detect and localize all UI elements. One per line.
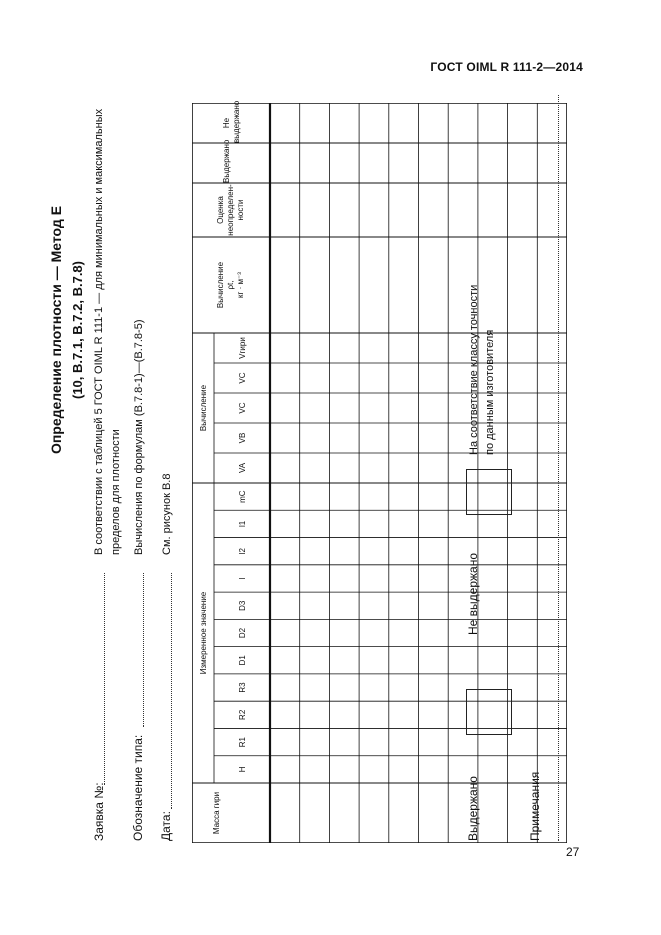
type-designation-dotted-line	[143, 573, 144, 727]
conformity-text-line1: На соответствие классу точности	[468, 284, 480, 455]
header-calc-group: Вычисление	[199, 384, 208, 432]
header-measured-col: D2	[238, 627, 247, 639]
standard-code: ГОСТ OIML R 111-2—2014	[430, 60, 583, 74]
not-passed-checkbox[interactable]	[466, 469, 512, 515]
header-measured-col: D3	[238, 600, 247, 611]
header-calc-col: VC	[238, 402, 247, 414]
header-measured-group: Измеренное значение	[199, 591, 208, 675]
application-label: Заявка №:	[92, 782, 106, 841]
not-passed-label: Не выдержано	[466, 552, 480, 635]
header-measured-col: l	[238, 577, 247, 580]
header-measured-col: D1	[238, 655, 247, 666]
passed-checkbox[interactable]	[466, 689, 512, 735]
header-density-symbol: ρt,	[226, 280, 235, 290]
header-uncertainty: Оценка неопределен-ности	[216, 184, 245, 236]
header-calc-col: VA	[238, 462, 247, 474]
header-measured-col: mC	[238, 490, 247, 503]
type-designation-label: Обозначение типа:	[131, 734, 145, 841]
notes-label: Примечания	[528, 771, 542, 841]
header-measured-col: l2	[238, 548, 247, 555]
application-text-line1: В соответствии с таблицей 5 ГОСТ OIML R 111-1 — для минимальных и максимальных	[93, 108, 105, 555]
header-pass: Выдержано	[222, 139, 231, 183]
header-measured-col: Н	[238, 766, 247, 773]
header-density	[216, 237, 246, 333]
date-label: Дата:	[159, 811, 173, 841]
type-designation-text: Вычисления по формулам (В.7.8-1)—(В.7.8-5)	[133, 319, 145, 555]
conformity-text-line2: по данным изготовителя	[484, 329, 496, 455]
date-text: См. рисунок В.8	[161, 473, 173, 555]
page-title: Определение плотности — Метод Е	[48, 205, 64, 455]
header-measured-col: R3	[238, 682, 247, 693]
header-fail: Не выдержано	[222, 100, 241, 143]
header-calc-col: Vгири	[238, 337, 247, 359]
header-density-unit: кг · м⁻³	[236, 272, 245, 298]
page-number: 27	[566, 845, 580, 859]
page-subtitle: (10, В.7.1, В.7.2, В.7.8)	[70, 261, 85, 400]
header-measured-col: R1	[238, 736, 247, 748]
notes-dotted-line-1	[558, 95, 559, 841]
header-calc-col: VC	[238, 372, 247, 384]
application-dotted-line	[104, 573, 105, 785]
header-mass: Масса гири	[212, 791, 221, 835]
application-text-line2: пределов для плотности	[110, 429, 122, 555]
header-density-label: Вычисление	[216, 261, 225, 309]
header-calc-col: VB	[238, 432, 247, 444]
header-measured-col: R2	[238, 709, 247, 720]
date-dotted-line	[171, 573, 172, 809]
header-measured-col: l1	[238, 520, 247, 528]
passed-label: Выдержано	[466, 776, 480, 841]
